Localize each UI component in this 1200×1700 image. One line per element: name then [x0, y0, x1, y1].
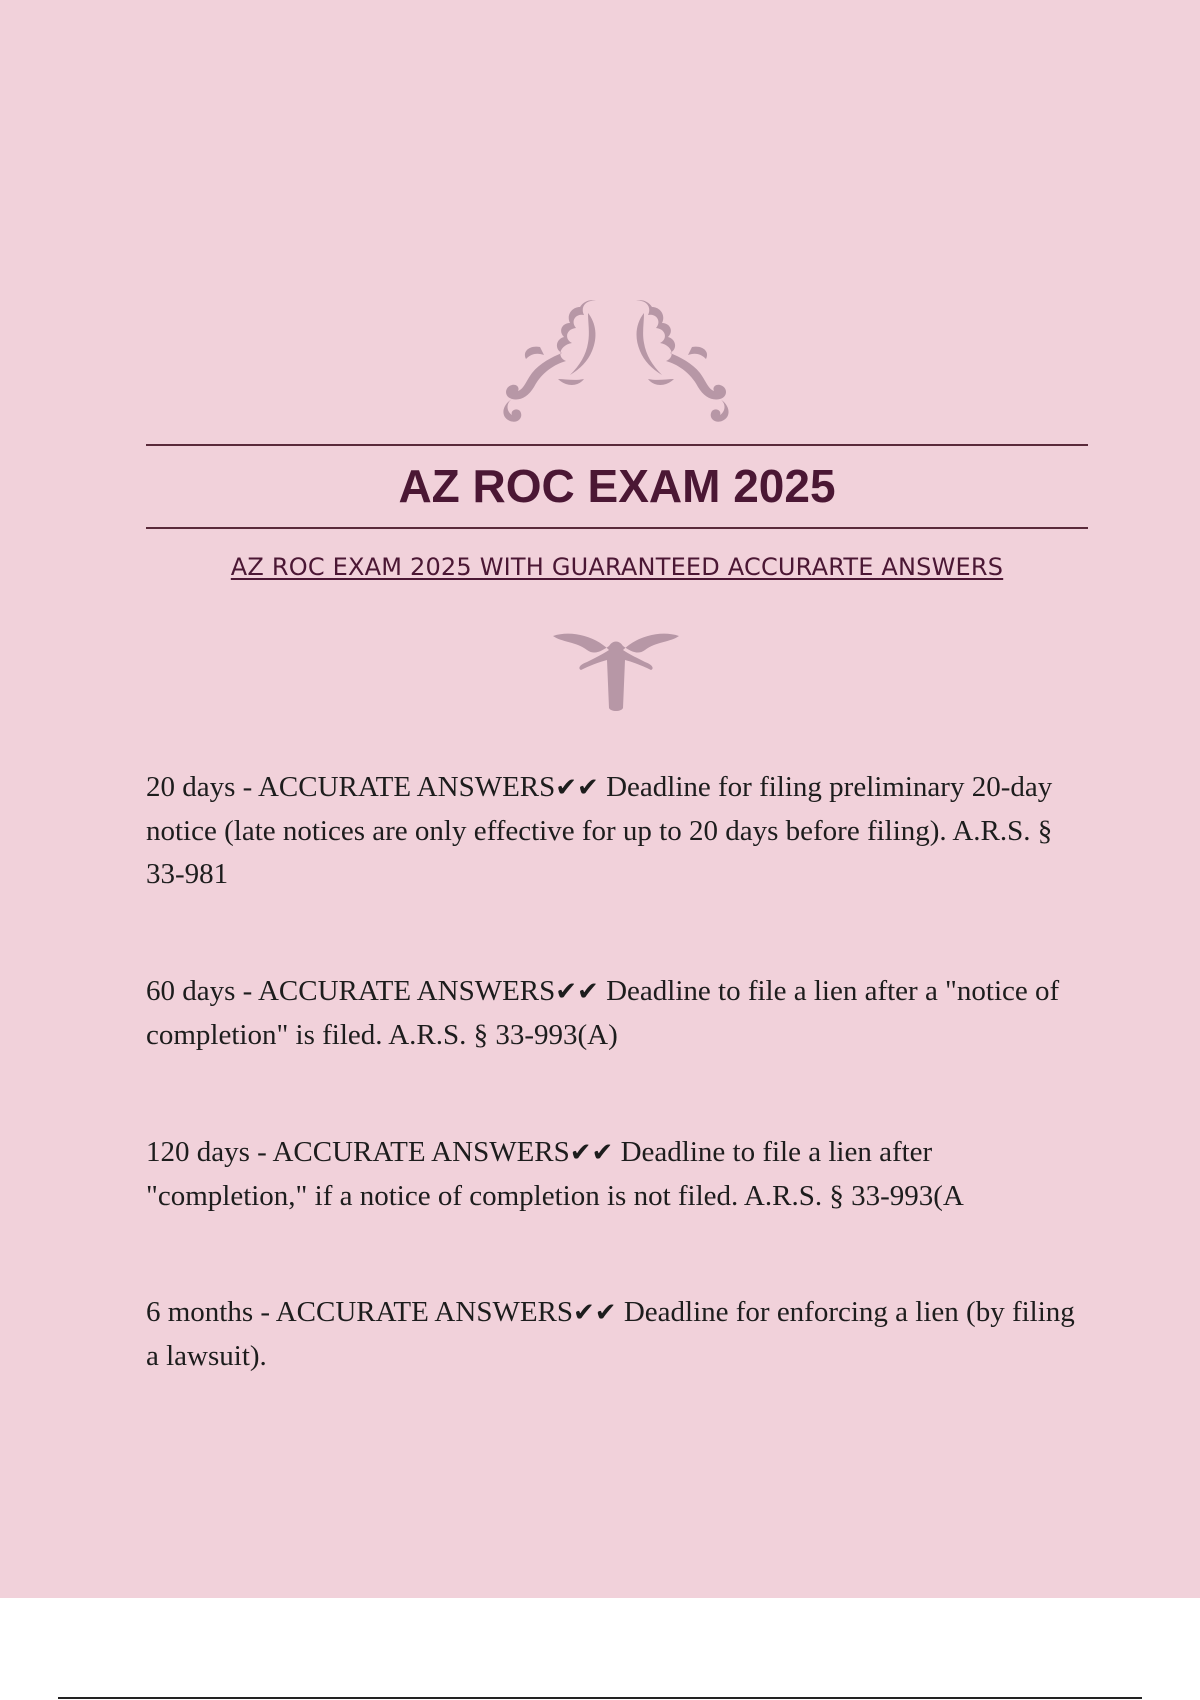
qa-entry	[146, 1291, 1086, 1378]
qa-term: 60 days - ACCURATE ANSWERS	[146, 975, 556, 1007]
qa-entry	[146, 766, 1086, 896]
qa-term: 120 days - ACCURATE ANSWERS	[146, 1136, 570, 1168]
qa-term: 20 days - ACCURATE ANSWERS	[146, 771, 556, 803]
checkmark-icon: ✔✔	[569, 1138, 614, 1168]
subtitle-link[interactable]: AZ ROC EXAM 2025 WITH GUARANTEED ACCURARTE ANSWERS	[230, 553, 1004, 581]
floral-flourish-icon	[500, 295, 732, 425]
qa-answer: Deadline for enforcing a lien (by filing a lawsuit).	[146, 1296, 1075, 1372]
fleuron-icon	[551, 628, 681, 712]
qa-term: 6 months - ACCURATE ANSWERS	[146, 1296, 573, 1328]
qa-entry	[146, 1131, 1086, 1218]
title-bottom-rule	[146, 527, 1088, 529]
qa-answer: Deadline for filing preliminary 20-day notice (late notices are only effective for up to 20 days before filing). A.R.S. § 33-981	[146, 771, 1053, 890]
qa-answer: Deadline to file a lien after "completion," if a notice of completion is not filed. A.R.S. § 33-993(A	[146, 1136, 964, 1212]
checkmark-icon: ✔✔	[573, 1298, 617, 1328]
checkmark-icon: ✔✔	[555, 773, 599, 803]
title-top-rule	[146, 444, 1088, 446]
page-title: AZ ROC EXAM 2025	[398, 460, 836, 512]
qa-answer: Deadline to file a lien after a "notice of completion" is filed. A.R.S. § 33-993(A)	[146, 975, 1060, 1051]
qa-entry	[146, 970, 1086, 1057]
checkmark-icon: ✔✔	[555, 977, 599, 1007]
footer-rule	[58, 1697, 1142, 1699]
